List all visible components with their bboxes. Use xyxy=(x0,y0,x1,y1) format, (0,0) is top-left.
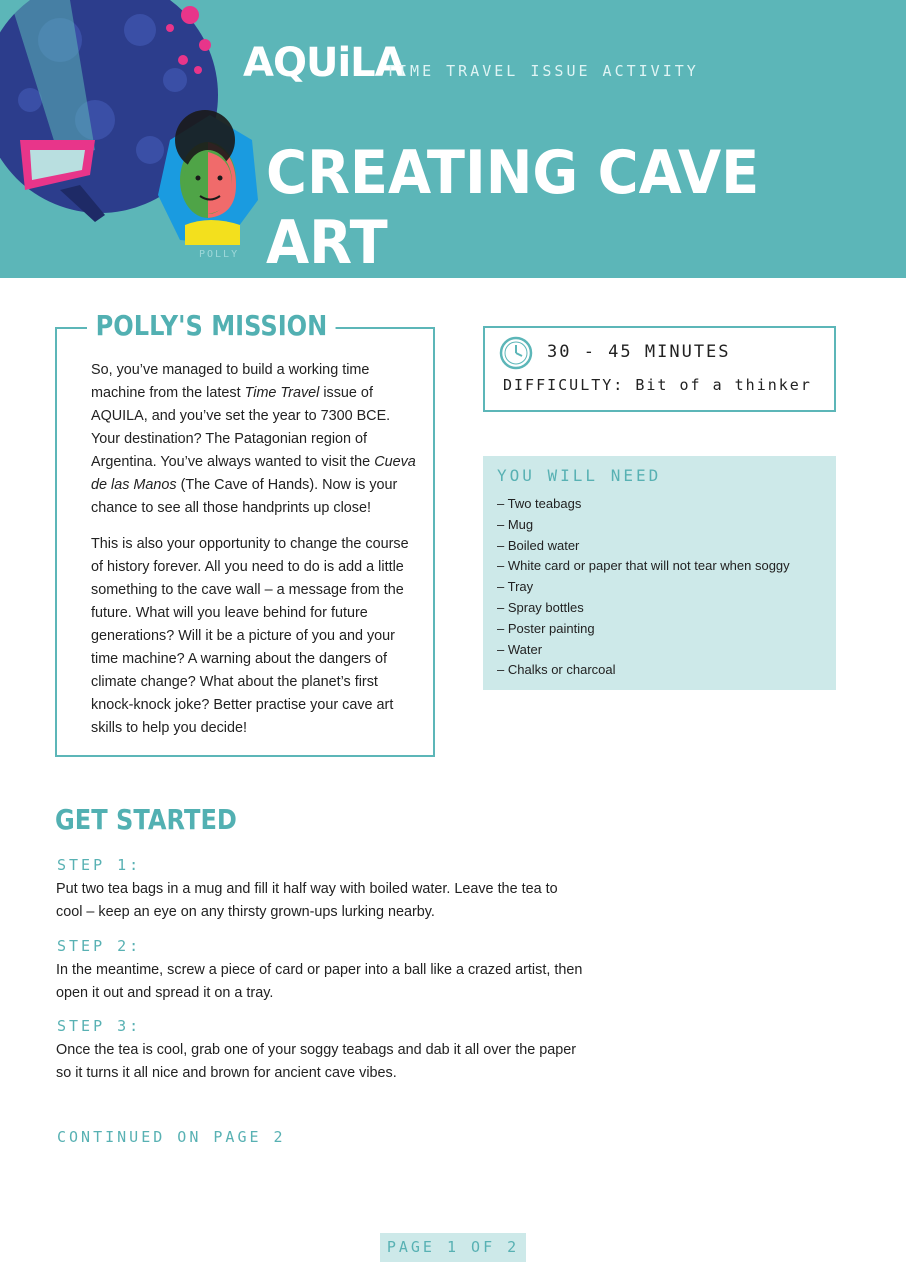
list-item: – White card or paper that will not tear when soggy xyxy=(497,558,790,574)
list-item: – Chalks or charcoal xyxy=(497,662,616,678)
materials-list xyxy=(497,494,790,681)
step-3-label: STEP 3: xyxy=(57,1017,142,1035)
list-item: – Poster painting xyxy=(497,620,595,636)
difficulty-level: DIFFICULTY: Bit of a thinker xyxy=(503,376,812,394)
list-item: – Tray xyxy=(497,579,534,595)
step-1-label: STEP 1: xyxy=(57,856,142,874)
page-number-badge: PAGE 1 OF 2 xyxy=(380,1233,526,1262)
character-caption: POLLY xyxy=(199,249,240,260)
header-banner xyxy=(0,0,906,278)
brand-logo: AQUiLA xyxy=(243,40,405,86)
list-item: – Water xyxy=(497,641,543,657)
materials-title: YOU WILL NEED xyxy=(497,466,662,485)
step-2-text: In the meantime, screw a piece of card or paper into a ball like a crazed artist, then open it out and spread it on a tray. xyxy=(56,962,583,1001)
paragraph-text: (The Cave of Hands). Now is your chance to see all those handprints up close! xyxy=(91,477,398,516)
step-2-label: STEP 2: xyxy=(57,937,142,955)
time-difficulty-box xyxy=(483,326,836,412)
cave-art-illustration-icon xyxy=(0,0,270,278)
italic-title-text: Cueva de las Manos xyxy=(91,454,416,493)
mission-title: POLLY'S MISSION xyxy=(87,309,336,342)
mission-paragraph-1 xyxy=(91,359,421,520)
mission-box xyxy=(55,309,435,757)
continued-note: CONTINUED ON PAGE 2 xyxy=(57,1128,286,1146)
time-estimate: 30 - 45 MINUTES xyxy=(547,342,731,362)
list-item: – Mug xyxy=(497,516,534,532)
paragraph-text: So, you’ve managed to build a working time machine from the latest xyxy=(91,362,370,401)
clock-icon xyxy=(499,336,533,370)
paragraph-text: issue of AQUILA, and you’ve set the year to 7300 BCE. Your destination? The Patagonian region of Argentina. You’ve always wanted to visit the xyxy=(91,385,391,470)
mission-paragraph-2: This is also your opportunity to change the course of history forever. All you need to do is add a little something to the cave wall – a message from the future. What will you leave behind for future generations? Will it be a picture of you and your time machine? A warning about the dangers of climate change? What about the planet’s first knock-knock joke? Better practise your cave art skills to help you decide! xyxy=(91,536,409,736)
materials-box xyxy=(483,456,836,690)
list-item: – Spray bottles xyxy=(497,599,584,615)
italic-title-text: Time Travel xyxy=(244,385,320,401)
page-title: CREATING CAVE ART xyxy=(266,138,760,278)
list-item: – Two teabags xyxy=(497,496,582,511)
issue-tag: TIME TRAVEL ISSUE ACTIVITY xyxy=(386,62,699,80)
mission-body xyxy=(91,359,421,753)
get-started-heading: GET STARTED xyxy=(55,803,237,836)
list-item: – Boiled water xyxy=(497,537,580,553)
step-3-text: Once the tea is cool, grab one of your soggy teabags and dab it all over the paper so it turns it all nice and brown for ancient cave vibes. xyxy=(56,1042,577,1081)
step-1-text: Put two tea bags in a mug and fill it half way with boiled water. Leave the tea to cool – keep an eye on any thirsty grown-ups lurking nearby. xyxy=(56,881,558,920)
